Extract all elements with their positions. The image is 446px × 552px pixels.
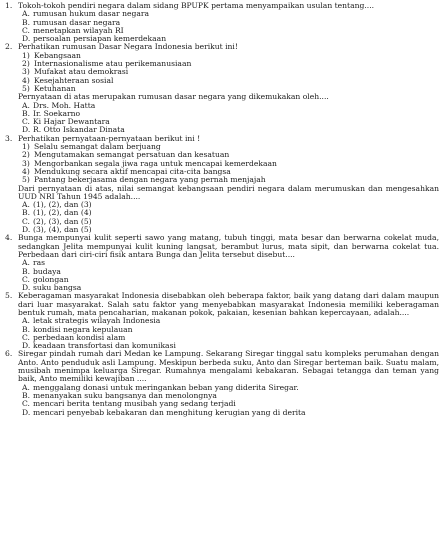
- option-text: rumusan hukum dasar negara: [33, 9, 150, 19]
- question-stem: Keberagaman masyarakat Indonesia disebabkan oleh beberapa faktor, baik yang datang dari dalam maupun dari luar masyarakat. Salah satu faktor yang menyebabkan masyarakat Indonesia memiliki keberagaman bentuk rumah, mata pencaharian, makanan pokok, pakaian, kesenian bahkan kepercayaan, adalah....: [18, 291, 439, 317]
- question-body: [18, 292, 439, 350]
- statement-text: Mengutamakan semangat persatuan dan kesatuan: [34, 150, 230, 160]
- statement-number: 3): [22, 158, 30, 168]
- option-text: (2), (3), dan (5): [33, 216, 92, 226]
- question-body: [18, 135, 439, 235]
- question-number: 1.: [5, 1, 13, 10]
- option-letter: B.: [22, 17, 30, 27]
- answer-option: [18, 259, 439, 267]
- option-text: perbedaan kondisi alam: [33, 332, 126, 342]
- question-prompt: Pernyataan di atas merupakan rumusan dasar negara yang dikemukakan oleh....: [18, 92, 329, 102]
- question-number: 5.: [5, 291, 13, 301]
- option-letter: B.: [22, 108, 30, 118]
- statement-text: Mufakat atau demokrasi: [34, 67, 129, 77]
- option-letter: B.: [22, 208, 30, 218]
- option-letter: C.: [22, 117, 30, 127]
- statement-text: Ketuhanan: [34, 83, 76, 93]
- option-text: golongan: [33, 274, 69, 284]
- option-text: mencari penyebab kebakaran dan menghitung kerugian yang di derita: [33, 407, 306, 417]
- option-letter: D.: [22, 407, 31, 417]
- option-letter: D.: [22, 341, 31, 351]
- question-stem: Bunga mempunyai kulit seperti sawo yang matang, tubuh tinggi, mata besar dan berwarna cokelat muda, sedangkan Jelita mempunyai kulit kuning langsat, berambut lurus, mata sipit, dan berwarna cokelat tua. Perbedaan dari ciri-ciri fisik antara Bunga dan Jelita tersebut disebut....: [18, 233, 439, 259]
- question-4: [5, 234, 439, 292]
- answer-option: [18, 409, 439, 417]
- statement-text: Pantang bekerjasama dengan negara yang pernah menjajah: [34, 175, 266, 185]
- statement-text: Kesejahteraan sosial: [34, 75, 114, 85]
- question-list: [5, 2, 439, 417]
- answer-option: [18, 276, 439, 284]
- statement-number: 2): [22, 59, 30, 69]
- option-text: keadaan transfortasi dan komunikasi: [33, 341, 176, 351]
- option-letter: C.: [22, 25, 30, 35]
- statement-item: [18, 77, 439, 85]
- option-text: Drs. Moh. Hatta: [33, 100, 96, 110]
- question-body: [18, 350, 439, 416]
- option-text: budaya: [33, 266, 61, 276]
- option-letter: B.: [22, 324, 30, 334]
- question-stem: Tokoh-tokoh pendiri negara dalam sidang BPUPK pertama menyampaikan usulan tentang....: [18, 1, 375, 10]
- statement-number: 1): [22, 142, 30, 152]
- option-letter: A.: [22, 382, 30, 392]
- question-stem: Perhatikan rumusan Dasar Negara Indonesia berikut ini!: [18, 42, 238, 52]
- option-text: (3), (4), dan (5): [33, 225, 92, 235]
- question-stem: Siregar pindah rumah dari Medan ke Lampung. Sekarang Siregar tinggal satu kompleks perumahan dengan Anto. Anto penduduk asli Lampung. Meskipun berbeda suku, Anto dan Siregar berteman baik. Suatu malam, musibah menimpa keluarga Siregar. Rumahnya mengalami kebakaran. Sebagai tetangga dan teman yang baik, Anto memiliki kewajiban ....: [18, 349, 439, 384]
- statement-number: 3): [22, 67, 30, 77]
- question-body: [18, 2, 439, 43]
- option-letter: B.: [22, 390, 30, 400]
- question-number: 4.: [5, 233, 13, 243]
- option-text: R. Otto Iskandar Dinata: [33, 125, 125, 135]
- option-text: kondisi negara kepulauan: [33, 324, 133, 334]
- option-letter: A.: [22, 316, 30, 326]
- option-text: persoalan persiapan kemerdekaan: [33, 34, 167, 44]
- statement-text: Selalu semangat dalam berjuang: [34, 142, 161, 152]
- option-letter: B.: [22, 266, 30, 276]
- question-body: [18, 43, 439, 134]
- statement-number: 4): [22, 75, 30, 85]
- question-number: 6.: [5, 349, 13, 359]
- option-letter: A.: [22, 9, 30, 19]
- statement-text: Kebangsaan: [34, 50, 81, 60]
- option-text: Ki Hajar Dewantara: [33, 117, 110, 127]
- question-5: [5, 292, 439, 350]
- option-text: menetapkan wilayah RI: [33, 25, 124, 35]
- statement-text: Mendukung secara aktif mencapai cita-cita bangsa: [34, 166, 231, 176]
- question-body: [18, 234, 439, 292]
- option-letter: D.: [22, 225, 31, 235]
- option-letter: D.: [22, 125, 31, 135]
- option-text: mencari berita tentang musibah yang sedang terjadi: [33, 399, 236, 409]
- question-6: [5, 350, 439, 416]
- option-letter: C.: [22, 216, 30, 226]
- question-2: [5, 43, 439, 134]
- option-letter: C.: [22, 399, 30, 409]
- statement-number: 2): [22, 150, 30, 160]
- question-prompt: Dari pernyataan di atas, nilai semangat kebangsaan pendiri negara dalam merumuskan dan mengesahkan UUD NRI Tahun 1945 adalah....: [18, 183, 439, 201]
- statement-number: 5): [22, 83, 30, 93]
- option-text: (1), (2), dan (4): [33, 208, 92, 218]
- question-number: 3.: [5, 133, 13, 143]
- question-3: [5, 135, 439, 235]
- statement-number: 4): [22, 166, 30, 176]
- statement-number: 5): [22, 175, 30, 185]
- option-text: menggalang donasi untuk meringankan beban yang diderita Siregar.: [33, 382, 299, 392]
- option-text: Ir. Soekarno: [33, 108, 81, 118]
- option-letter: A.: [22, 100, 30, 110]
- question-1: [5, 2, 439, 43]
- option-text: ras: [33, 258, 46, 268]
- option-letter: A.: [22, 200, 30, 210]
- question-number: 2.: [5, 42, 13, 52]
- statement-text: Mengorbankan segala jiwa raga untuk mencapai kemerdekaan: [34, 158, 277, 168]
- option-letter: A.: [22, 258, 30, 268]
- statement-text: Internasionalisme atau perikemanusiaan: [34, 59, 192, 69]
- option-letter: C.: [22, 274, 30, 284]
- answer-option: [18, 268, 439, 276]
- option-text: (1), (2), dan (3): [33, 200, 92, 210]
- option-letter: D.: [22, 34, 31, 44]
- option-text: suku bangsa: [33, 283, 82, 293]
- option-letter: C.: [22, 332, 30, 342]
- answer-option: [18, 102, 439, 110]
- option-text: rumusan dasar negara: [33, 17, 121, 27]
- statement-number: 1): [22, 50, 30, 60]
- option-text: letak strategis wilayah Indonesia: [33, 316, 161, 326]
- option-text: menanyakan suku bangsanya dan menolongnya: [33, 390, 217, 400]
- question-stem: Perhatikan pernyataan-pernyataan berikut ini !: [18, 133, 201, 143]
- option-letter: D.: [22, 283, 31, 293]
